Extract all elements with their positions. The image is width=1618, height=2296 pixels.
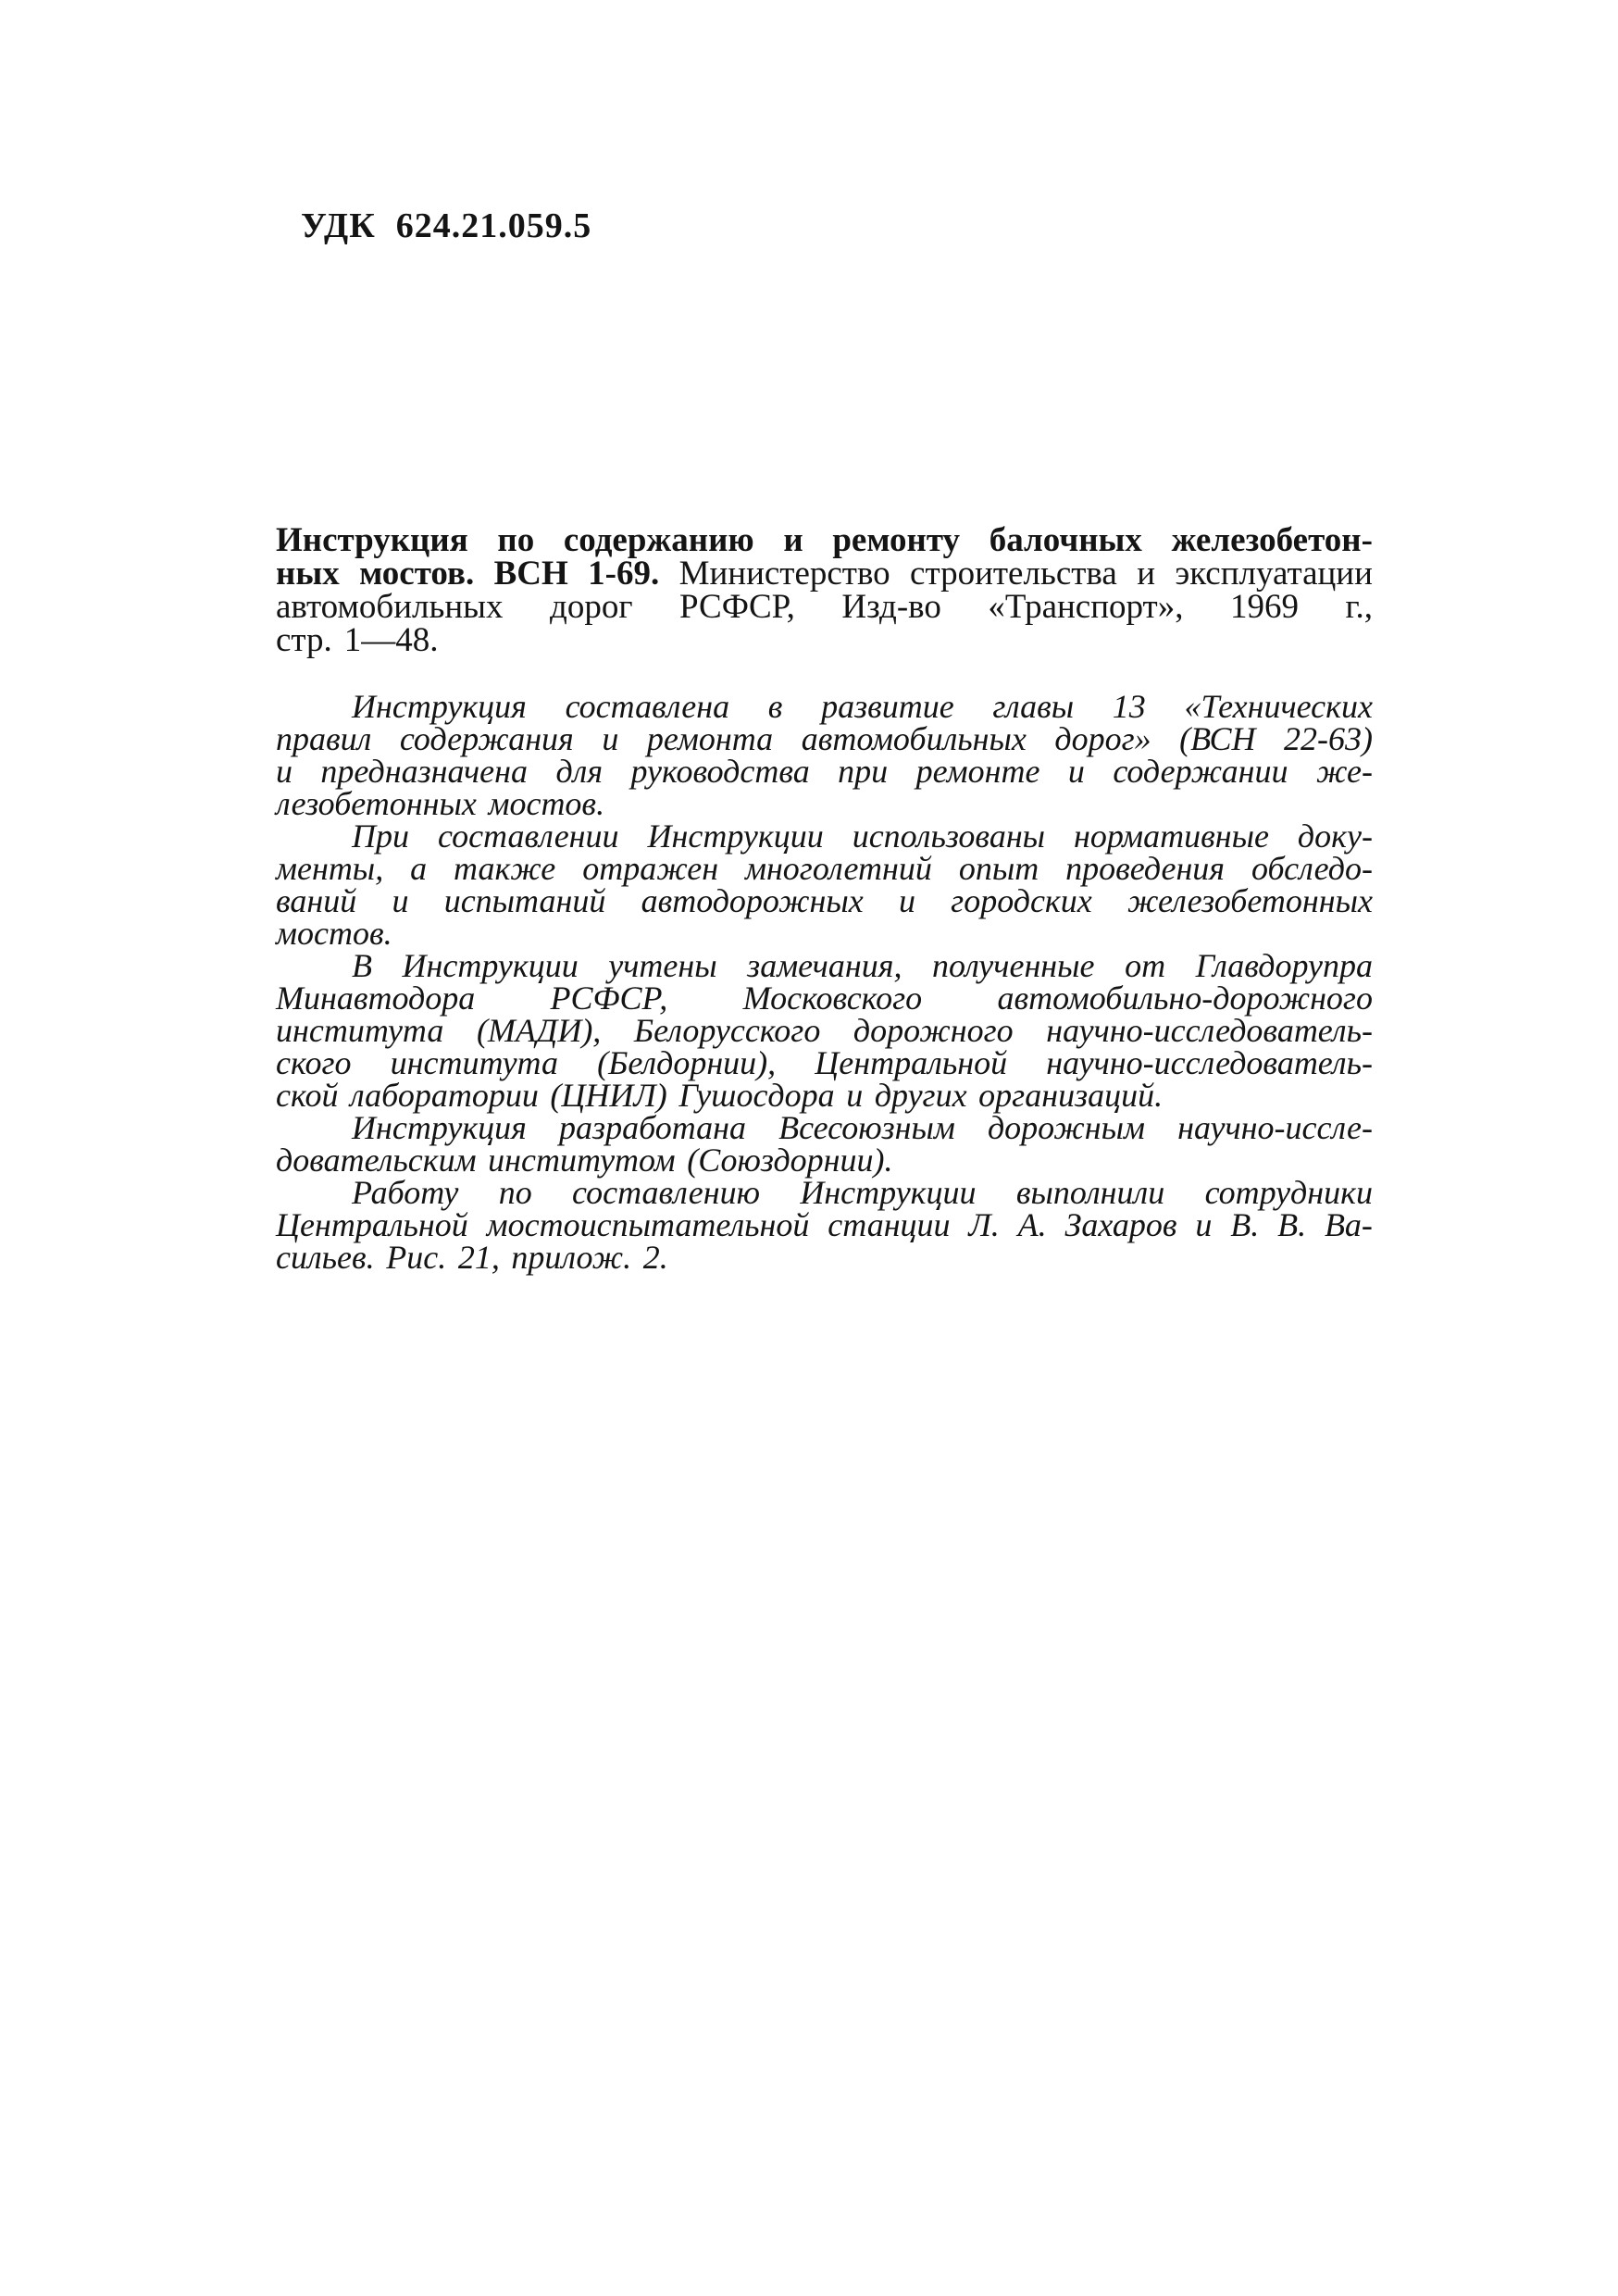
- bibliographic-line: [276, 521, 1373, 559]
- paragraph-line: ской лаборатории (ЦНИЛ) Гушосдора и других организаций.: [276, 1077, 1164, 1114]
- paragraph-line: Инструкция составлена в развитие главы 13 «Технических: [352, 688, 1373, 725]
- word: 1969: [1229, 588, 1299, 626]
- paragraph-line: лезобетонных мостов.: [276, 785, 605, 822]
- word: стр.: [276, 621, 332, 659]
- bibliographic-line: [276, 621, 1373, 659]
- udk-classification: [301, 206, 591, 246]
- word: Инструкция: [276, 521, 468, 559]
- word: «Транспорт»,: [988, 588, 1184, 626]
- annotation-text: [276, 688, 1373, 1276]
- annotation-paragraph: [276, 1174, 1373, 1276]
- paragraph-line: Минавтодора РСФСР, Московского автомобильно-дорожного: [276, 980, 1373, 1017]
- annotation-paragraph: [276, 688, 1373, 822]
- paragraph-line: В Инструкции учтены замечания, полученные от Главдорупра: [352, 947, 1373, 984]
- bibliographic-line: [276, 557, 1373, 591]
- paragraph-line: мостов.: [276, 915, 392, 952]
- udk-code: 624.21.059.5: [395, 206, 592, 245]
- paragraph-line: довательским институтом (Союздорнии).: [276, 1142, 893, 1179]
- word: ремонту: [832, 521, 961, 559]
- paragraph-line: Инструкция разработана Всесоюзным дорожным научно-иссле-: [352, 1109, 1373, 1146]
- udk-label: УДК: [301, 206, 376, 245]
- word: ВСН: [493, 555, 568, 593]
- word: балочных: [989, 521, 1142, 559]
- annotation-paragraph: [276, 817, 1373, 952]
- paragraph-line: ского института (Белдорнии), Центральной научно-исследователь-: [276, 1044, 1373, 1081]
- word: Министерство: [678, 555, 890, 593]
- annotation-paragraph: [276, 947, 1373, 1114]
- paragraph-line: института (МАДИ), Белорусского дорожного научно-исследователь-: [276, 1012, 1373, 1049]
- word: г.,: [1345, 588, 1373, 626]
- word: 1-69.: [588, 555, 660, 593]
- word: содержанию: [563, 521, 754, 559]
- paragraph-line: Работу по составлению Инструкции выполнили сотрудники: [352, 1174, 1373, 1211]
- word: РСФСР,: [679, 588, 795, 626]
- paragraph-line: менты, а также отражен многолетний опыт проведения обследо-: [276, 850, 1373, 887]
- paragraph-line: При составлении Инструкции использованы нормативные доку-: [352, 817, 1373, 855]
- bibliographic-record: [276, 521, 1373, 659]
- word: дорог: [550, 588, 633, 626]
- annotation-paragraph: [276, 1109, 1373, 1179]
- paragraph-line: сильев. Рис. 21, прилож. 2.: [276, 1239, 668, 1276]
- paragraph-line: правил содержания и ремонта автомобильных дорог» (ВСН 22-63): [276, 720, 1373, 757]
- bibliographic-line: [276, 588, 1373, 626]
- word: 1—48.: [343, 621, 439, 659]
- word: эксплуатации: [1175, 555, 1373, 593]
- word: мостов.: [359, 555, 475, 593]
- paragraph-line: ваний и испытаний автодорожных и городских железобетонных: [276, 882, 1373, 919]
- word: и: [783, 521, 803, 559]
- word: по: [497, 521, 535, 559]
- word: и: [1137, 555, 1155, 593]
- word: строительства: [910, 555, 1117, 593]
- word: ных: [276, 555, 340, 593]
- paragraph-line: и предназначена для руководства при ремонте и содержании же-: [276, 753, 1373, 790]
- word: Изд-во: [841, 588, 941, 626]
- abstract-block: [276, 521, 1373, 1276]
- paragraph-line: Центральной мостоиспытательной станции Л. А. Захаров и В. В. Ва-: [276, 1206, 1373, 1243]
- word: автомобильных: [276, 588, 504, 626]
- word: железобетон-: [1171, 521, 1373, 559]
